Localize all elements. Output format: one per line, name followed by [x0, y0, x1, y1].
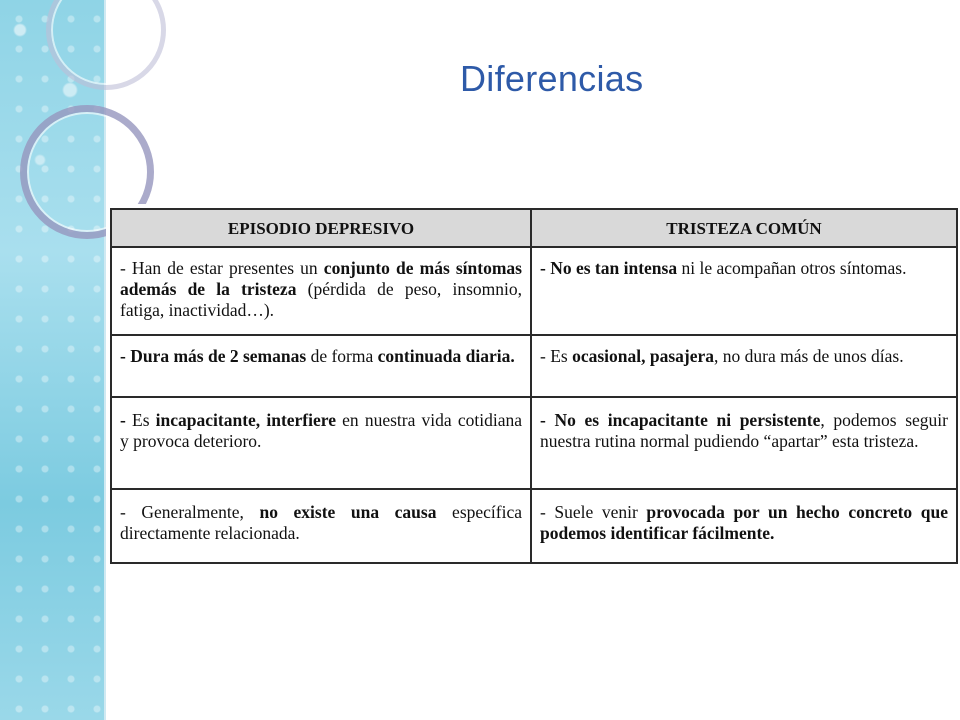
table-header-row	[111, 209, 957, 247]
header-episodio-depresivo: EPISODIO DEPRESIVO	[111, 209, 531, 247]
text-segment: (pérdida de peso, insomnio, fatiga, inactividad…).	[120, 279, 522, 320]
bold-text-segment: - Dura más de 2 semanas	[120, 346, 307, 366]
table-row	[111, 335, 957, 397]
text-segment: Es	[132, 410, 156, 430]
cell-depresivo	[111, 489, 531, 563]
slide-title: Diferencias	[460, 58, 644, 99]
table-row	[111, 489, 957, 563]
text-segment: en nuestra vida cotidiana y provoca deterioro.	[120, 410, 522, 451]
bold-text-segment: -	[120, 410, 132, 430]
cell-tristeza	[531, 335, 957, 397]
comparison-table-container	[106, 204, 954, 606]
text-segment: - Han de estar presentes un	[120, 258, 324, 278]
text-segment: de forma	[306, 346, 378, 366]
cell-depresivo	[111, 247, 531, 335]
text-segment: - Es	[540, 346, 573, 366]
comparison-table	[110, 208, 958, 564]
text-segment: específica directamente relacionada.	[120, 502, 523, 543]
cell-depresivo	[111, 397, 531, 489]
bold-text-segment: conjunto de más síntomas además de la tristeza	[120, 258, 522, 299]
text-segment: , podemos seguir nuestra rutina normal pudiendo “apartar” esta tristeza.	[540, 410, 948, 451]
header-tristeza-comun: TRISTEZA COMÚN	[531, 209, 957, 247]
cell-tristeza	[531, 397, 957, 489]
cell-tristeza	[531, 489, 957, 563]
text-segment: - Suele venir	[540, 502, 647, 522]
cell-depresivo	[111, 335, 531, 397]
bold-text-segment: - No es incapacitante ni persistente	[540, 410, 821, 430]
table-row	[111, 247, 957, 335]
bold-text-segment: no existe una causa	[259, 502, 437, 522]
text-segment: , no dura más de unos días.	[714, 346, 904, 366]
bold-text-segment: continuada diaria.	[377, 346, 515, 366]
bold-text-segment: ocasional, pasajera	[572, 346, 715, 366]
text-segment: ni le acompañan otros síntomas.	[677, 258, 907, 278]
bold-text-segment: - No es tan intensa	[540, 258, 678, 278]
cell-tristeza	[531, 247, 957, 335]
text-segment: - Generalmente,	[120, 502, 260, 522]
table-row	[111, 397, 957, 489]
bold-text-segment: provocada por un hecho concreto que podemos identificar fácilmente.	[540, 502, 948, 543]
bold-text-segment: incapacitante, interfiere	[155, 410, 336, 430]
